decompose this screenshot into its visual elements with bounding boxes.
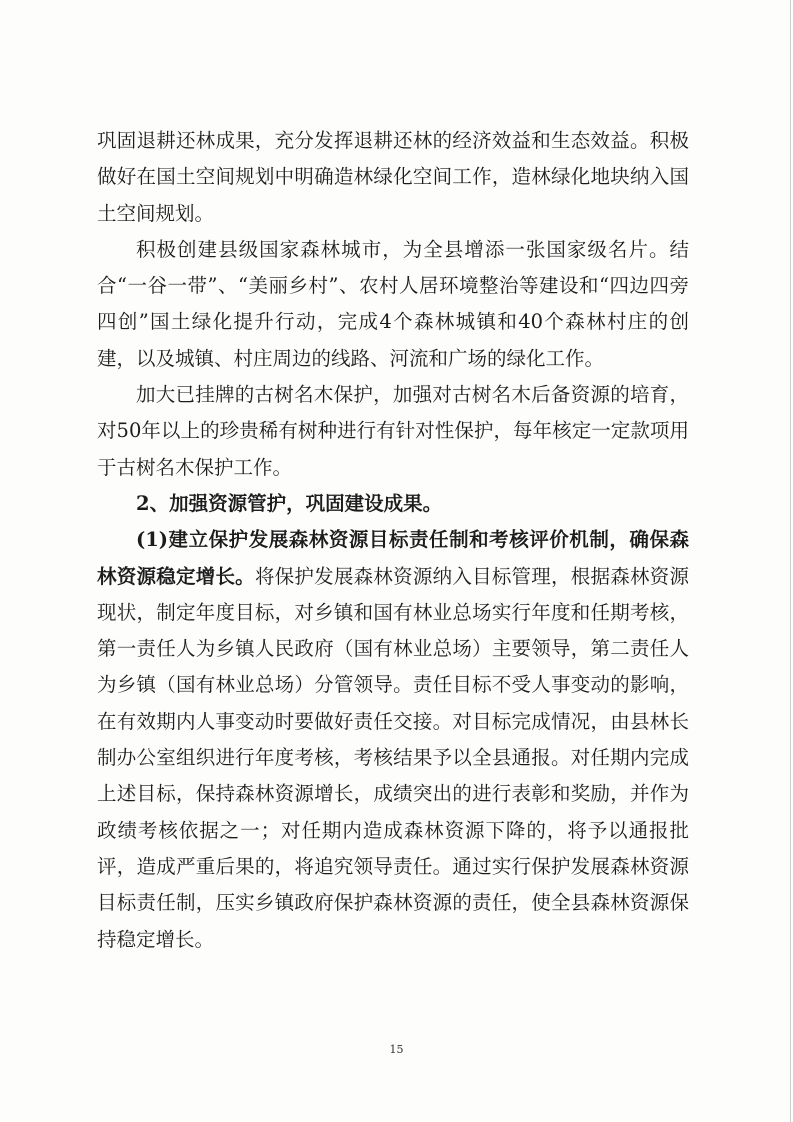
paragraph-forest-city: 积极创建县级国家森林城市，为全县增添一张国家级名片。结合“一谷一带”、“美丽乡村”、农村人居环境整治等建设和“四边四旁四创”国土绿化提升行动，完成4个森林城镇和40个森林村庄的创建，以及城镇、村庄周边的线路、河流和广场的绿化工作。 — [97, 237, 689, 370]
document-body — [97, 123, 689, 958]
paragraph-body: 将保护发展森林资源纳入目标管理，根据森林资源现状，制定年度目标，对乡镇和国有林业总场实行年度和任期考核，第一责任人为乡镇人民政府（国有林业总场）主要领导，第二责任人为乡镇（国有林业总场）分管领导。责任目标不受人事变动的影响，在有效期内人事变动时要做好责任交接。对目标完成情况，由县林长制办公室组织进行年度考核，考核结果予以全县通报。对任期内完成上述目标，保持森林资源增长，成绩突出的进行表彰和奖励，并作为政绩考核依据之一；对任期内造成森林资源下降的，将予以通报批评，造成严重后果的，将追究领导责任。通过实行保护发展森林资源目标责任制，压实乡镇政府保护森林资源的责任，使全县森林资源保持稳定增长。 — [97, 564, 689, 951]
paragraph-continuation: 巩固退耕还林成果，充分发挥退耕还林的经济效益和生态效益。积极做好在国土空间规划中明确造林绿化空间工作，造林绿化地块纳入国土空间规划。 — [97, 129, 689, 225]
scan-edge-line — [790, 0, 791, 1122]
section-heading: 2、加强资源管护，巩固建设成果。 — [136, 491, 443, 515]
paragraph-ancient-trees: 加大已挂牌的古树名木保护，加强对古树名木后备资源的培育，对50年以上的珍贵稀有树种进行有针对性保护，每年核定一定款项用于古树名木保护工作。 — [97, 383, 689, 479]
paragraph-bold-lead: (1)建立保护发展森林资源目标责任制和考核评价机制，确保森林资源稳定增长。 — [97, 528, 689, 588]
paragraph-responsibility — [97, 522, 689, 958]
page-number: 15 — [389, 1043, 404, 1056]
